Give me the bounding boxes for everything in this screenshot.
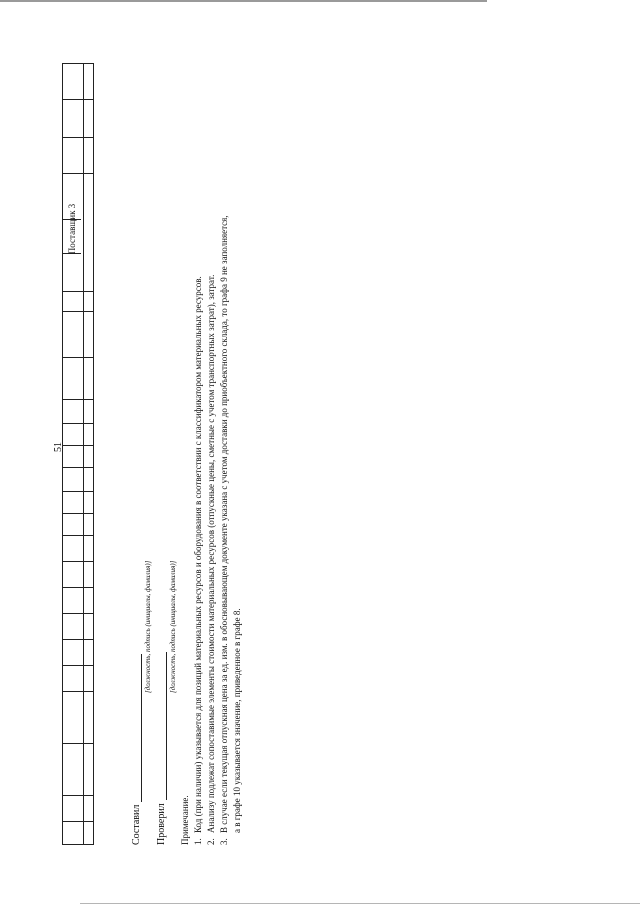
note-text: Анализу подлежат сопоставимые элементы стоимости материальных ресурсов (отпускные цены, сметные с учетом транспортных затрат), затрат. (206, 274, 216, 833)
table-column-divider (63, 467, 93, 468)
table-column-divider (63, 665, 93, 666)
signature-checked (155, 652, 167, 845)
rotated-page-content (62, 55, 262, 845)
table-column-divider (63, 795, 93, 796)
scan-edge-bottom (80, 903, 640, 904)
note-number: 1. (193, 838, 203, 845)
table-column-divider (63, 291, 93, 292)
table-column-divider (63, 535, 93, 536)
table-column-divider (63, 423, 93, 424)
signature-compiled-hint: [должность, подпись (инициалы, фамилия)] (144, 560, 152, 693)
scan-edge-top (0, 0, 487, 2)
page-number: 51 (53, 442, 64, 452)
table-column-divider (63, 491, 93, 492)
table-row-divider (83, 64, 84, 844)
note-text: В случае если текущая отпускная цена за ед. изм. в обосновывающем документе указана с учетом доставки до приобъектного склада, то графа 9 не заполняется, (219, 215, 229, 833)
signature-line (130, 654, 142, 802)
note-item-continuation: а в графе 10 указывается значение, приведенное в графе 8. (232, 608, 242, 833)
table-column-divider (63, 311, 93, 312)
note-item (192, 55, 205, 845)
table-header-supplier-3: Поставщик 3 (67, 203, 77, 255)
table-column-divider (63, 99, 93, 100)
table-column-divider (63, 513, 93, 514)
signature-checked-hint: [должность, подпись (инициалы, фамилия)] (169, 560, 177, 693)
table-column-divider (63, 399, 93, 400)
table-column-divider (63, 691, 93, 692)
signature-line (155, 652, 167, 800)
note-item (205, 55, 218, 845)
table-column-divider (63, 357, 93, 358)
notes-title: Примечание. (180, 795, 190, 845)
table-column-divider (63, 445, 93, 446)
table-column-divider (63, 613, 93, 614)
table-column-divider (63, 587, 93, 588)
note-number: 2. (206, 838, 216, 845)
resource-analysis-table (62, 63, 94, 845)
table-column-divider (63, 639, 93, 640)
table-column-divider (63, 137, 93, 138)
table-column-divider (63, 821, 93, 822)
notes-block (179, 55, 244, 845)
table-column-divider (63, 743, 93, 744)
signature-compiled (130, 654, 142, 845)
signature-compiled-label: Составил (131, 804, 142, 845)
signature-checked-label: Проверил (156, 803, 167, 845)
note-number: 3. (219, 838, 229, 845)
note-text: Код (при наличии) указывается для позиций материальных ресурсов и оборудования в соответствии с классификатором материальных ресурсов. (193, 276, 203, 833)
table-column-divider (63, 561, 93, 562)
note-item (218, 55, 231, 845)
